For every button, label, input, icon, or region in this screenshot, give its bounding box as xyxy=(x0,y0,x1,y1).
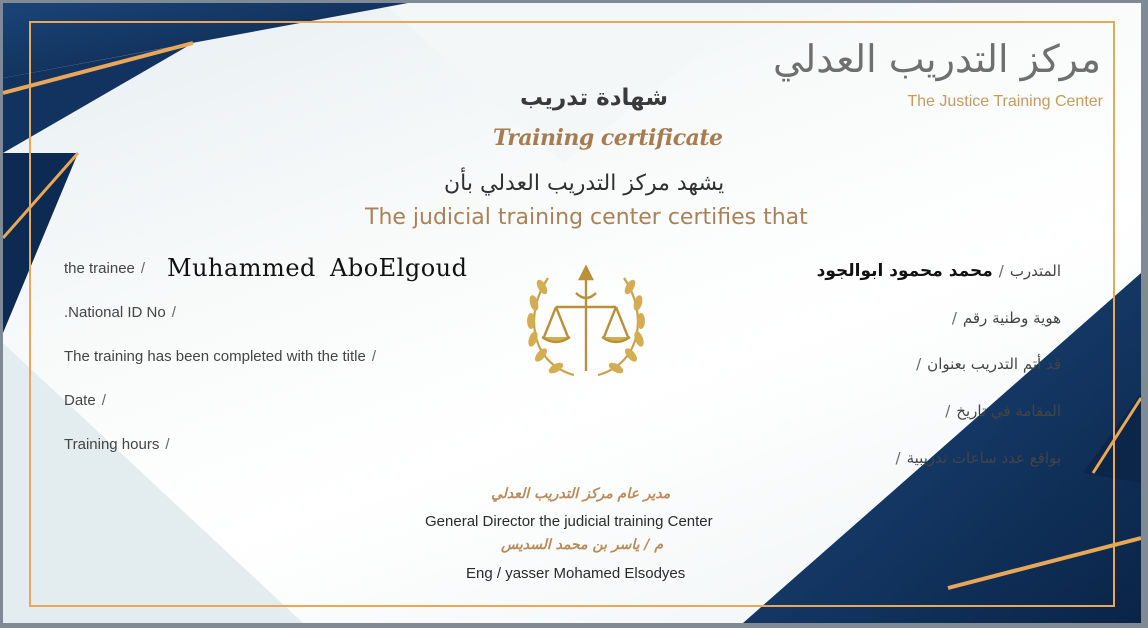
hours-field-arabic xyxy=(890,449,1061,467)
national-id-field-arabic xyxy=(946,309,1061,327)
trainee-field-english xyxy=(64,260,151,277)
director-name-english: Eng / yasser Mohamed Elsodyes xyxy=(466,565,686,582)
hours-field-english xyxy=(64,436,176,453)
certificate-title-arabic: شهادة تدريب xyxy=(520,85,668,111)
certifies-statement-english: The judicial training center certifies that xyxy=(365,205,808,230)
logo-english: The Justice Training Center xyxy=(907,93,1103,110)
trainee-field-arabic xyxy=(817,261,1061,281)
separator: / xyxy=(945,402,951,420)
separator: / xyxy=(101,392,106,409)
certificate-title-english: Training certificate xyxy=(493,125,723,151)
trainee-name-english: Muhammed AboElgoud xyxy=(167,254,468,282)
title-field-english xyxy=(64,348,382,365)
separator: / xyxy=(140,260,146,277)
trainee-name-arabic: محمد محمود ابوالجود xyxy=(816,261,993,281)
title-label-english: The training has been completed with the title xyxy=(64,348,366,365)
national-id-field-english xyxy=(64,304,182,321)
certificate xyxy=(3,3,1141,623)
separator: / xyxy=(951,309,957,327)
logo-arabic: مركز التدريب العدلي xyxy=(773,37,1101,81)
date-field-english xyxy=(64,392,112,409)
date-field-arabic xyxy=(939,402,1061,420)
date-label-arabic: المقامة في تاريخ xyxy=(956,402,1061,420)
director-title-arabic: مدير عام مركز التدريب العدلي xyxy=(491,486,671,502)
separator: / xyxy=(165,436,170,453)
trainee-label-english: the trainee xyxy=(64,260,135,277)
hours-label-arabic: بواقع عدد ساعات تدريبية xyxy=(906,449,1061,467)
separator: / xyxy=(371,348,377,365)
national-id-label-english: .National ID No xyxy=(64,304,166,321)
director-title-english: General Director the judicial training Center xyxy=(425,513,713,530)
date-label-english: Date xyxy=(64,392,96,409)
certifies-statement-arabic: يشهد مركز التدريب العدلي بأن xyxy=(444,171,725,196)
director-name-arabic: م / ياسر بن محمد السديس xyxy=(501,537,664,553)
trainee-label-arabic: المتدرب xyxy=(1009,262,1061,280)
separator: / xyxy=(171,304,176,321)
title-field-arabic xyxy=(910,355,1061,373)
separator: / xyxy=(998,262,1004,280)
title-label-arabic: قد أتم التدريب بعنوان xyxy=(927,355,1061,373)
national-id-label-arabic: هوية وطنية رقم xyxy=(962,309,1061,327)
separator: / xyxy=(895,449,901,467)
separator: / xyxy=(916,355,922,373)
hours-label-english: Training hours xyxy=(64,436,160,453)
